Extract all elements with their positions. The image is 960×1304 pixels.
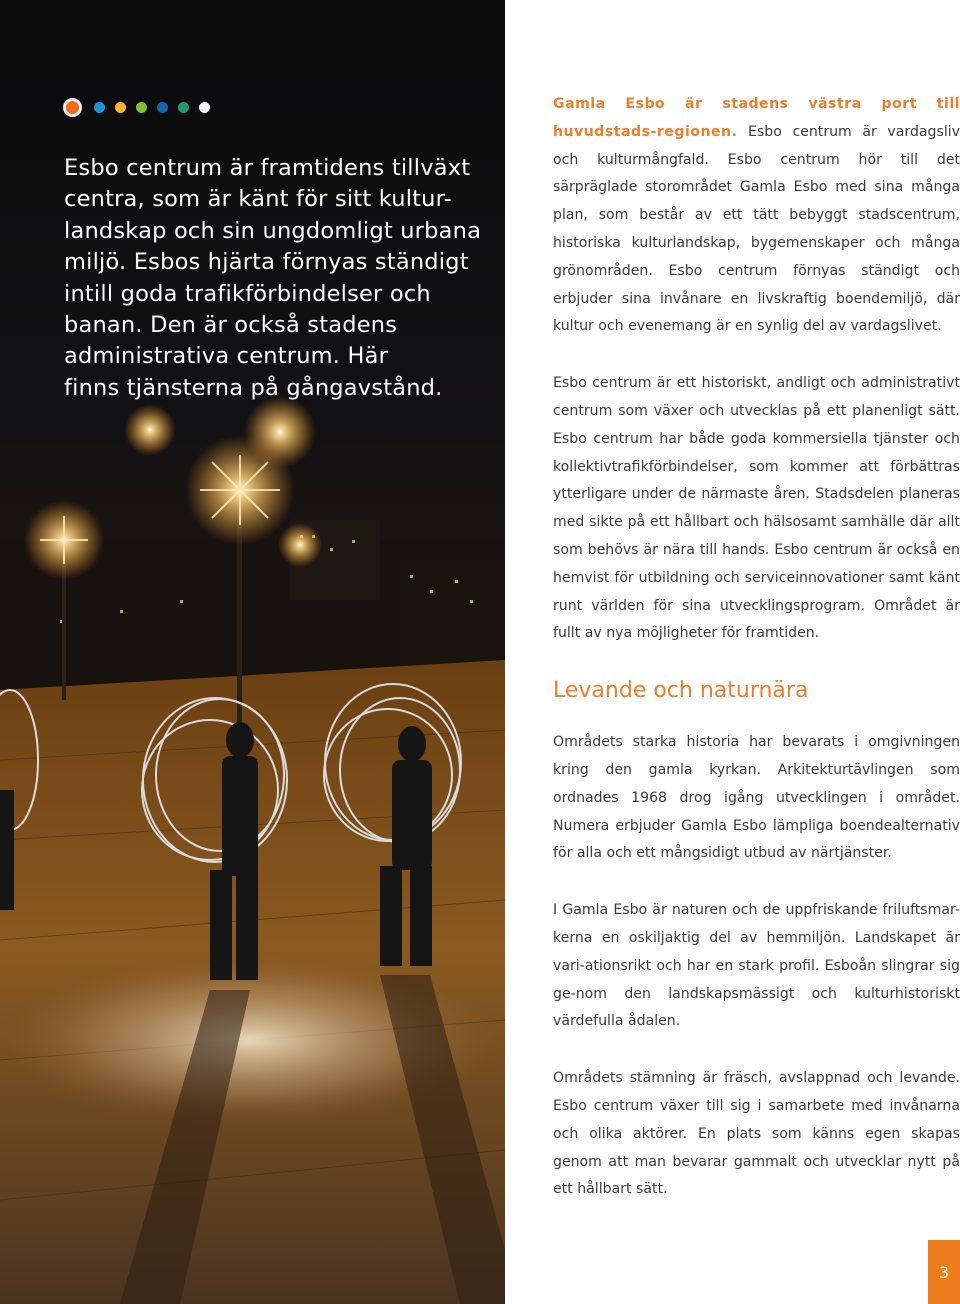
paragraph-3: Områdets starka historia har bevarats i omgivningen kring den gamla kyrkan. Arkitekturtävlingen som ordnades 1968 drog igång utvecklingen i området. Numera erbjuder Gamla Esbo lämpliga boendealternativ för alla och ett mångsidigt utbud av närtjänster.: [553, 734, 960, 862]
paragraph-2: Esbo centrum är ett historiskt, andligt och administrativt centrum som växer och utvecklas på ett planenligt sätt. Esbo centrum har både goda kommersiella tjänster och kollektivtrafikförbindelser, som kommer att förbättras ytterligare under de närmaste åren. Stadsdelen planeras med sikte på ett hållbart och hälsosamt samhälle där allt som behövs är nära till hands. Esbo centrum är också en hemvist för utbildning och serviceinnovationer samt känt runt världen för sina utvecklingsprogram. Området är fullt av nya möjligheter för framtiden.: [553, 375, 960, 642]
white-dot: [199, 102, 210, 113]
section-heading: Levande och naturnära: [553, 678, 809, 704]
dark-blue-dot: [157, 102, 168, 113]
paragraph-1-body: Esbo centrum är vardagsliv och kulturmångfald. Esbo centrum hör till det särpräglade storområdet Gamla Esbo med sina många plan, som består av ett tätt bebyggt stadscentrum, historiska kulturlandskap, bygemenskaper och många grönområden. Esbo centrum förnyas ständigt och erbjuder sina invånare en livskraftig boendemiljö, där kultur och evenemang är en synlig del av vardagslivet.: [553, 123, 960, 335]
paragraph-4: I Gamla Esbo är naturen och de uppfriskande friluftsmar-kerna en oskiljaktig del av hemmiljön. Landskapet är vari-ationsrikt och har en stark profil. Esboån slingrar sig ge-nom den landskapsmässigt och kulturhistoriskt värdefulla ådalen.: [553, 902, 960, 1030]
page-number: 3: [928, 1240, 960, 1304]
intro-text: Esbo centrum är framtidens tillväxt centra, som är känt för sitt kultur- landskap och sin ungdomligt urbana miljö. Esbos hjärta förnyas ständigt intill goda trafikförbindelser och banan. Den är också stadens administrativa centrum. Här finns tjänsterna på gångavstånd.: [64, 155, 482, 401]
paragraph-5: Områdets stämning är fräsch, avslappnad och levande. Esbo centrum växer till sig i samarbete med invånarna och olika aktörer. En plats som känns egen skapas genom att man bevarar gammalt och utvecklar nytt på ett hållbart sätt.: [553, 1070, 960, 1198]
teal-dot: [178, 102, 189, 113]
orange-ring-dot: [63, 98, 82, 117]
color-dot-row: [63, 97, 210, 117]
paragraph-1: [553, 91, 960, 341]
blue-dot: [94, 102, 105, 113]
lead-sentence: Gamla Esbo är stadens västra port till huvudstads-regionen.: [553, 96, 960, 140]
green-dot: [136, 102, 147, 113]
article-column: [553, 91, 960, 1233]
yellow-dot: [115, 102, 126, 113]
